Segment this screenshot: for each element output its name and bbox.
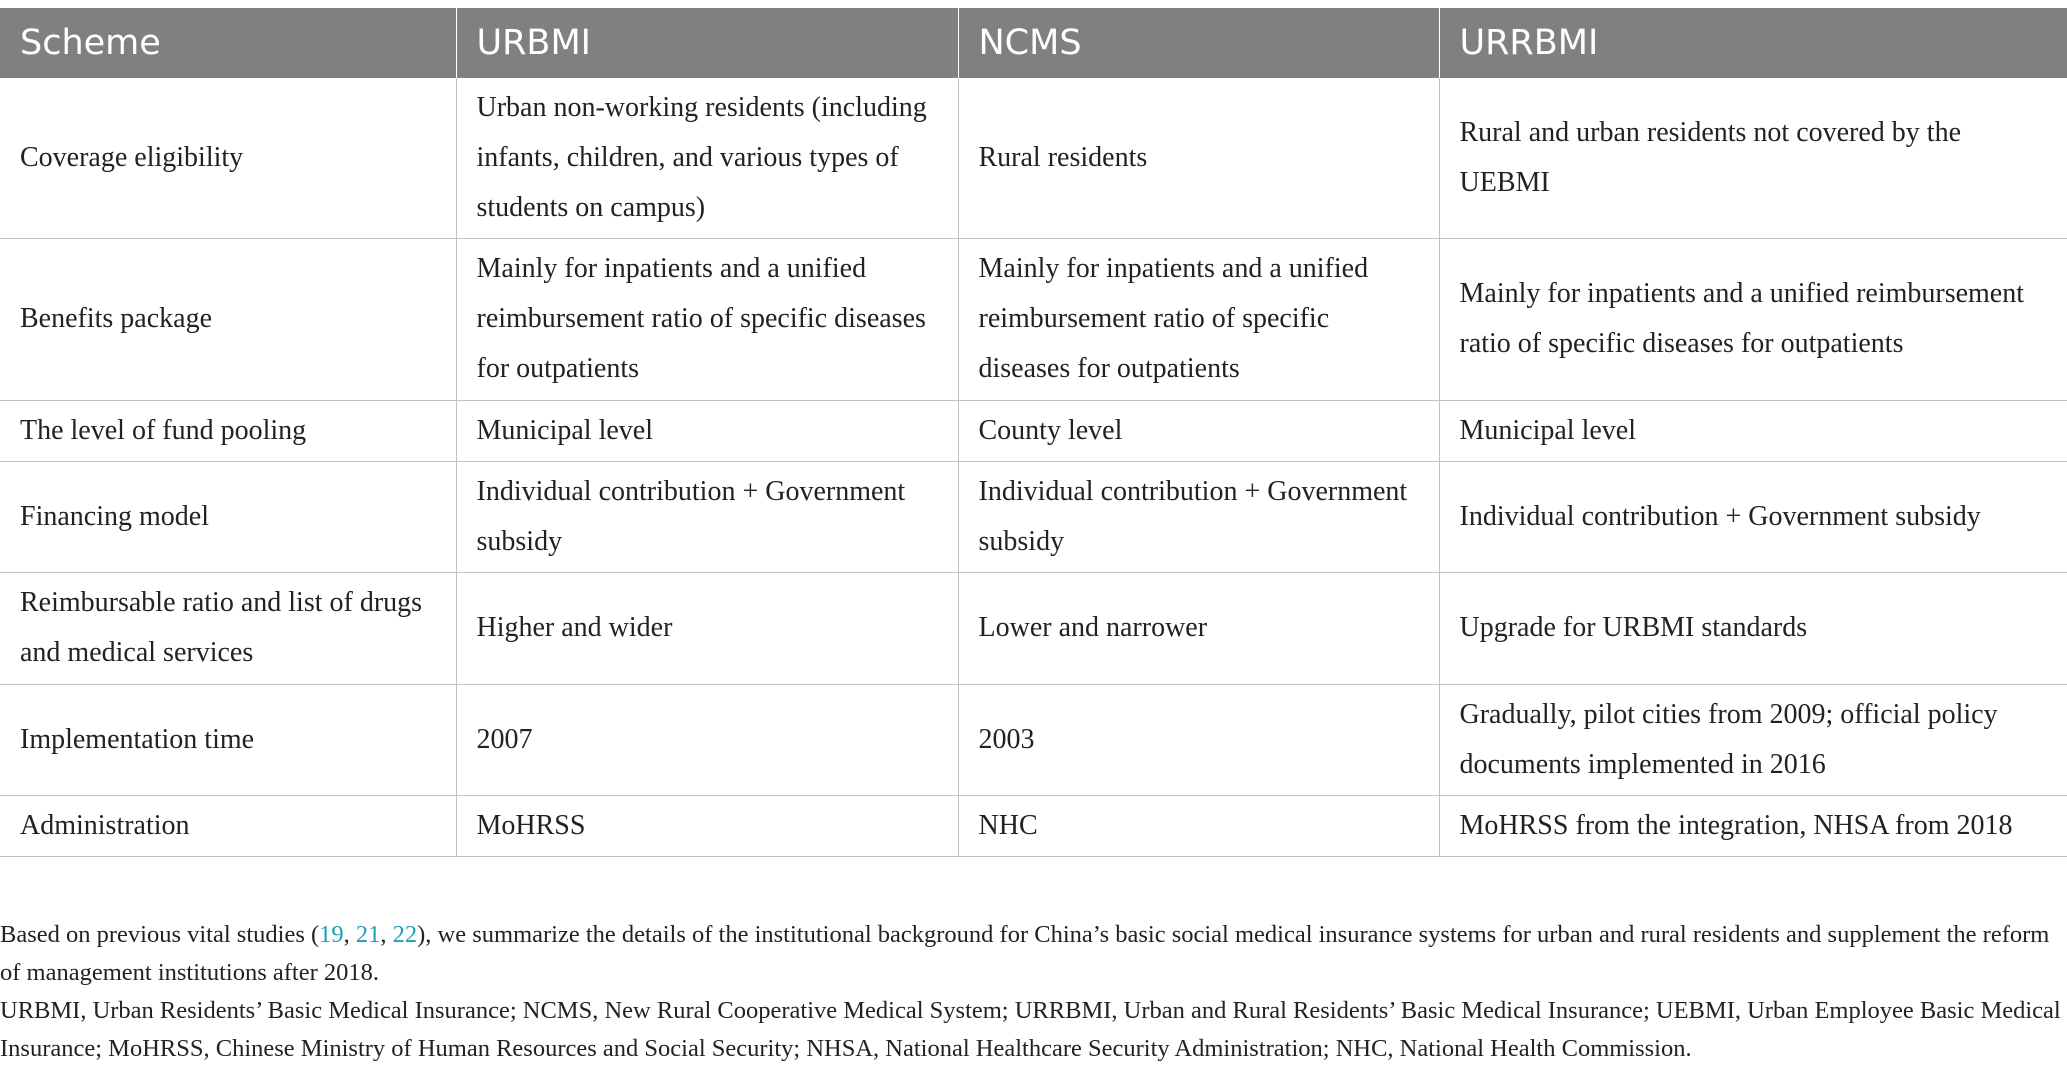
- header-urrbmi: URRBMI: [1439, 8, 2067, 78]
- header-row: [0, 8, 2067, 78]
- row-label: The level of fund pooling: [0, 400, 456, 461]
- cell-ncms: Lower and narrower: [958, 572, 1439, 684]
- cell-urrbmi: Mainly for inpatients and a unified reimbursement ratio of specific diseases for outpatients: [1439, 238, 2067, 400]
- header-scheme: Scheme: [0, 8, 456, 78]
- table-header: [0, 8, 2067, 78]
- cell-ncms: NHC: [958, 795, 1439, 856]
- row-label: Coverage eligibility: [0, 78, 456, 238]
- cell-ncms: County level: [958, 400, 1439, 461]
- table-row: [0, 400, 2067, 461]
- source-note-suffix: ), we summarize the details of the institutional background for China’s basic social medical insurance systems for urban and rural residents and supplement the reform of management institutions after 2018.: [0, 921, 2050, 986]
- row-label: Administration: [0, 795, 456, 856]
- cell-urrbmi: Individual contribution + Government subsidy: [1439, 461, 2067, 572]
- row-label: Implementation time: [0, 684, 456, 795]
- table-row: [0, 684, 2067, 795]
- cell-urrbmi: Gradually, pilot cities from 2009; official policy documents implemented in 2016: [1439, 684, 2067, 795]
- table-body: [0, 78, 2067, 856]
- cell-urrbmi: Municipal level: [1439, 400, 2067, 461]
- table-row: [0, 795, 2067, 856]
- source-note: [0, 916, 2067, 992]
- cell-urbmi: Urban non-working residents (including infants, children, and various types of students on campus): [456, 78, 958, 238]
- table-row: [0, 572, 2067, 684]
- cell-ncms: Mainly for inpatients and a unified reimbursement ratio of specific diseases for outpatients: [958, 238, 1439, 400]
- cell-urrbmi: Rural and urban residents not covered by the UEBMI: [1439, 78, 2067, 238]
- cell-urbmi: MoHRSS: [456, 795, 958, 856]
- table-row: [0, 238, 2067, 400]
- cell-urbmi: 2007: [456, 684, 958, 795]
- cell-urrbmi: Upgrade for URBMI standards: [1439, 572, 2067, 684]
- table-footnotes: [0, 916, 2067, 1068]
- cell-urbmi: Individual contribution + Government subsidy: [456, 461, 958, 572]
- table-row: [0, 78, 2067, 238]
- cell-urbmi: Mainly for inpatients and a unified reimbursement ratio of specific diseases for outpatients: [456, 238, 958, 400]
- cell-urbmi: Municipal level: [456, 400, 958, 461]
- reference-link-21[interactable]: 21: [355, 921, 381, 948]
- ref-separator: ,: [380, 921, 393, 948]
- row-label: Financing model: [0, 461, 456, 572]
- insurance-scheme-table: [0, 8, 2067, 857]
- cell-ncms: 2003: [958, 684, 1439, 795]
- table-row: [0, 461, 2067, 572]
- cell-urrbmi: MoHRSS from the integration, NHSA from 2018: [1439, 795, 2067, 856]
- row-label: Reimbursable ratio and list of drugs and medical services: [0, 572, 456, 684]
- header-ncms: NCMS: [958, 8, 1439, 78]
- ref-separator: ,: [343, 921, 356, 948]
- header-urbmi: URBMI: [456, 8, 958, 78]
- cell-ncms: Rural residents: [958, 78, 1439, 238]
- source-note-prefix: Based on previous vital studies (: [0, 921, 320, 948]
- comparison-table-container: [0, 8, 2067, 857]
- abbreviations-note: URBMI, Urban Residents’ Basic Medical Insurance; NCMS, New Rural Cooperative Medical System; URRBMI, Urban and Rural Residents’ Basic Medical Insurance; UEBMI, Urban Employee Basic Medical Insurance; MoHRSS, Chinese Ministry of Human Resources and Social Security; NHSA, National Healthcare Security Administration; NHC, National Health Commission.: [0, 997, 2061, 1062]
- reference-link-19[interactable]: 19: [319, 921, 344, 948]
- cell-ncms: Individual contribution + Government subsidy: [958, 461, 1439, 572]
- reference-link-22[interactable]: 22: [392, 921, 418, 948]
- cell-urbmi: Higher and wider: [456, 572, 958, 684]
- row-label: Benefits package: [0, 238, 456, 400]
